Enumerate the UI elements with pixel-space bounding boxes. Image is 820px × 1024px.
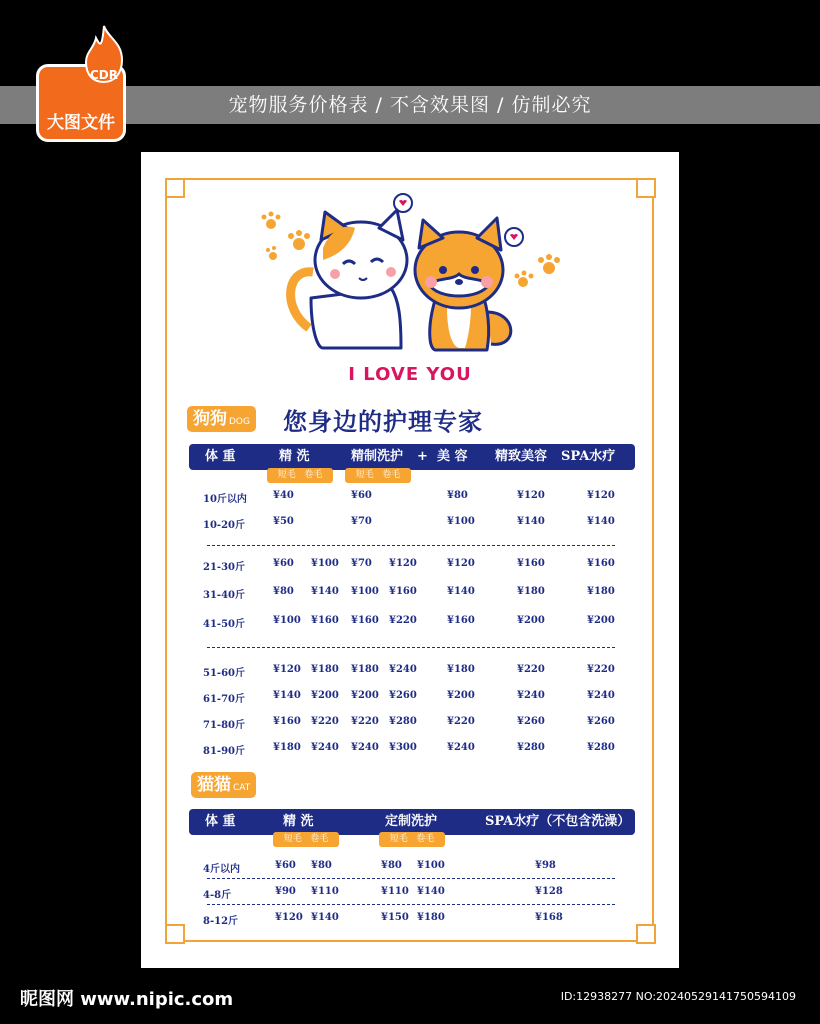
dog-price-cell: ¥180	[517, 586, 545, 597]
dog-price-cell: ¥240	[389, 664, 417, 675]
dog-price-cell: ¥140	[587, 516, 615, 527]
dog-tag-en: DOG	[229, 417, 250, 427]
row-divider	[207, 878, 615, 879]
badge-label: 大图文件	[47, 113, 115, 133]
dog-header-plus: +	[417, 449, 428, 464]
dog-price-cell: ¥220	[587, 664, 615, 675]
dog-header-grooming: 美 容	[437, 449, 468, 464]
dog-price-cell: ¥240	[351, 742, 379, 753]
sub-short: 短毛	[277, 470, 296, 480]
dog-price-cell: ¥120	[587, 490, 615, 501]
dog-price-cell: ¥260	[517, 716, 545, 727]
price-poster	[141, 152, 679, 968]
cat-section-tag	[191, 772, 256, 798]
row-divider	[207, 904, 615, 905]
dog-price-cell: ¥200	[447, 690, 475, 701]
dog-price-cell: ¥260	[389, 690, 417, 701]
dog-header-spa: SPA水疗	[561, 449, 616, 464]
dog-price-cell: ¥160	[517, 558, 545, 569]
dog-icon	[415, 218, 511, 350]
cat-price-cell: ¥100	[417, 860, 445, 871]
dog-price-cell: ¥140	[447, 586, 475, 597]
cat-weight-cell: 4-8斤	[203, 890, 232, 901]
dog-header-weight: 体 重	[205, 449, 236, 464]
dog-price-cell: ¥200	[517, 615, 545, 626]
sub-short: 短毛	[389, 834, 408, 844]
pets-illustration	[251, 188, 571, 363]
dog-price-cell: ¥140	[311, 586, 339, 597]
frame-corner	[636, 178, 656, 198]
frame-corner	[636, 924, 656, 944]
dog-price-cell: ¥220	[311, 716, 339, 727]
dog-price-cell: ¥280	[587, 742, 615, 753]
dog-price-cell: ¥220	[517, 664, 545, 675]
sub-short: 短毛	[355, 470, 374, 480]
dog-price-cell: ¥200	[351, 690, 379, 701]
dog-weight-cell: 81-90斤	[203, 746, 245, 757]
cat-icon	[291, 210, 407, 348]
footer-id: ID:12938277 NO:20240529141750594109	[560, 990, 796, 1003]
banner-text: 宠物服务价格表 / 不含效果图 / 仿制必究	[228, 94, 592, 116]
cat-price-cell: ¥128	[535, 886, 563, 897]
dog-price-cell: ¥240	[447, 742, 475, 753]
dog-price-cell: ¥180	[273, 742, 301, 753]
dog-price-cell: ¥80	[447, 490, 468, 501]
dog-price-cell: ¥120	[447, 558, 475, 569]
dog-price-cell: ¥100	[311, 558, 339, 569]
row-divider	[207, 647, 615, 648]
cat-care-subheader	[379, 832, 445, 847]
dog-weight-cell: 10斤以内	[203, 494, 247, 505]
dog-price-cell: ¥160	[587, 558, 615, 569]
cat-price-cell: ¥140	[311, 912, 339, 923]
dog-weight-cell: 31-40斤	[203, 590, 245, 601]
cat-price-cell: ¥150	[381, 912, 409, 923]
dog-price-cell: ¥40	[273, 490, 294, 501]
dog-section-tag	[187, 406, 256, 432]
sub-curly: 卷毛	[416, 834, 435, 844]
cat-price-cell: ¥168	[535, 912, 563, 923]
dog-tag-label: 狗狗	[193, 409, 227, 429]
dog-price-cell: ¥70	[351, 558, 372, 569]
cat-tag-en: CAT	[233, 783, 251, 793]
dog-weight-cell: 71-80斤	[203, 720, 245, 731]
dog-price-cell: ¥100	[351, 586, 379, 597]
dog-price-cell: ¥240	[587, 690, 615, 701]
dog-price-cell: ¥240	[517, 690, 545, 701]
hero-title: I LOVE YOU	[348, 364, 472, 385]
dog-price-cell: ¥50	[273, 516, 294, 527]
dog-price-cell: ¥160	[389, 586, 417, 597]
dog-weight-cell: 21-30斤	[203, 562, 245, 573]
dog-price-cell: ¥100	[447, 516, 475, 527]
dog-price-cell: ¥280	[517, 742, 545, 753]
frame-corner	[165, 924, 185, 944]
cat-price-cell: ¥120	[275, 912, 303, 923]
dog-header-wash: 精 洗	[279, 449, 310, 464]
dog-price-cell: ¥160	[351, 615, 379, 626]
dog-table-header	[189, 444, 635, 470]
cat-price-cell: ¥110	[311, 886, 339, 897]
dog-price-cell: ¥180	[311, 664, 339, 675]
frame-corner	[165, 178, 185, 198]
dog-price-cell: ¥160	[273, 716, 301, 727]
cat-weight-cell: 4斤以内	[203, 864, 240, 875]
dog-price-cell: ¥200	[311, 690, 339, 701]
dog-wash-subheader	[267, 468, 333, 483]
dog-price-cell: ¥60	[351, 490, 372, 501]
dog-slogan: 您身边的护理专家	[283, 408, 483, 436]
dog-price-cell: ¥180	[351, 664, 379, 675]
cat-price-cell: ¥80	[381, 860, 402, 871]
cat-header-weight: 体 重	[205, 814, 236, 829]
dog-weight-cell: 51-60斤	[203, 668, 245, 679]
dog-price-cell: ¥100	[273, 615, 301, 626]
dog-price-cell: ¥300	[389, 742, 417, 753]
dog-weight-cell: 61-70斤	[203, 694, 245, 705]
dog-price-cell: ¥120	[517, 490, 545, 501]
cat-price-cell: ¥110	[381, 886, 409, 897]
dog-weight-cell: 41-50斤	[203, 619, 245, 630]
dog-price-cell: ¥120	[389, 558, 417, 569]
dog-price-cell: ¥70	[351, 516, 372, 527]
dog-weight-cell: 10-20斤	[203, 520, 245, 531]
dog-price-cell: ¥240	[311, 742, 339, 753]
dog-price-cell: ¥120	[273, 664, 301, 675]
dog-price-cell: ¥80	[273, 586, 294, 597]
cat-price-cell: ¥80	[311, 860, 332, 871]
cat-header-wash: 精 洗	[283, 814, 314, 829]
cat-price-cell: ¥90	[275, 886, 296, 897]
dog-price-cell: ¥180	[447, 664, 475, 675]
badge-format: CDR	[89, 68, 118, 82]
cat-wash-subheader	[273, 832, 339, 847]
dog-price-cell: ¥220	[447, 716, 475, 727]
sub-curly: 卷毛	[304, 470, 323, 480]
row-divider	[207, 545, 615, 546]
cat-price-cell: ¥140	[417, 886, 445, 897]
dog-price-cell: ¥140	[517, 516, 545, 527]
cat-weight-cell: 8-12斤	[203, 916, 239, 927]
dog-header-care: 精制洗护	[351, 449, 404, 464]
sub-curly: 卷毛	[310, 834, 329, 844]
cat-header-spa: SPA水疗（不包含洗澡）	[485, 814, 631, 829]
cat-price-cell: ¥98	[535, 860, 556, 871]
sub-short: 短毛	[283, 834, 302, 844]
dog-price-cell: ¥260	[587, 716, 615, 727]
dog-price-cell: ¥160	[311, 615, 339, 626]
cat-tag-label: 猫猫	[197, 775, 231, 795]
dog-price-cell: ¥280	[389, 716, 417, 727]
dog-price-cell: ¥180	[587, 586, 615, 597]
dog-price-cell: ¥160	[447, 615, 475, 626]
cat-price-cell: ¥60	[275, 860, 296, 871]
dog-price-cell: ¥220	[351, 716, 379, 727]
cat-header-care: 定制洗护	[385, 814, 438, 829]
dog-price-cell: ¥220	[389, 615, 417, 626]
cat-price-cell: ¥180	[417, 912, 445, 923]
sub-curly: 卷毛	[382, 470, 401, 480]
dog-header-fine-grooming: 精致美容	[495, 449, 548, 464]
dog-price-cell: ¥60	[273, 558, 294, 569]
dog-price-cell: ¥200	[587, 615, 615, 626]
dog-care-subheader	[345, 468, 411, 483]
dog-price-cell: ¥140	[273, 690, 301, 701]
footer-logo: 昵图网 www.nipic.com	[20, 989, 234, 1010]
